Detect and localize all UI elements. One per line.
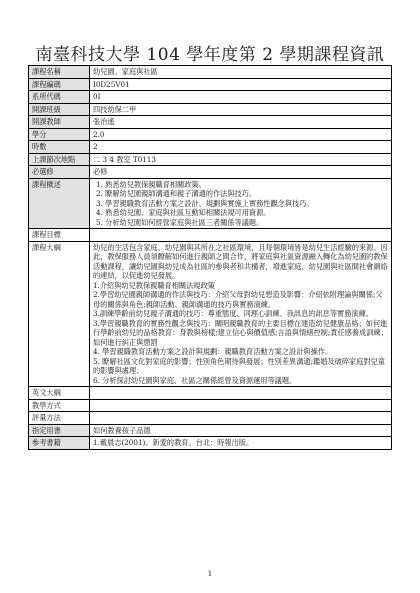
outline-paragraph: 6. 分析探討幼兒園與家庭、社區之關係經營及資源運用等議題。 [93,375,297,385]
overview-item: 3. 學習親職教育活動方案之設計、規劃與實施上實務性觀念與技巧。 [96,198,314,208]
row-schedule [29,153,392,166]
outline-paragraph: 幼兒的生活包含家庭、幼兒園與其所在之社區環境，且每個環境皆是幼兒生活經驗的來源。因此，教保服務人員須瞭解如何進行親師之間合作，將家庭與社區資源融入轉化為幼兒園的教保活動課程，讓幼兒園與幼兒成為社區的參與者和共構者，增進家庭、幼兒園與社區間社會網絡的連結，以促進幼兒發展。 [93,242,388,280]
evaluation-label: 評量方法 [29,412,90,425]
english-outline-value [90,387,392,400]
teacher-label: 開課教師 [29,116,90,129]
course-name-value: 幼兒園、家庭與社區 [90,66,392,79]
dept-code-label: 系所代碼 [29,91,90,104]
outline-paragraph: 3.訓練學齡前幼兒親子溝通的技巧：尊重態度、同理心訓練、我訊息的訊息等實務演練。 [93,309,373,318]
course-name-label: 課程名稱 [29,66,90,79]
outline-paragraph: 3.學習親職教育的實務性觀念與技巧：關明親職教育的主要目標在建造幼兒健康品格；如何進行學齡前幼兒的品格教育：身教與榜樣;建立信心與價值感;言語與情緒控制;責任感養成訓練；如何進行糾正與懲罰 [93,318,388,347]
dept-code-value: 0I [90,91,392,104]
row-course-name [29,66,392,79]
teaching-methods-label: 教學方式 [29,399,90,412]
outline-content [90,241,392,387]
page-number: 1 [207,570,213,578]
evaluation-value [90,412,392,425]
class-label: 開課班級 [29,103,90,116]
row-class [29,103,392,116]
teaching-methods-value [90,399,392,412]
teacher-value: 張治遙 [90,116,392,129]
row-english-outline [29,387,392,400]
outline-paragraph: 1.介紹與幼兒教保親職育相關法規政策 [93,280,215,290]
row-goals [29,229,392,242]
row-required [29,166,392,179]
overview-label: 課程概述 [29,178,90,229]
document-title: 南臺科技大學 104 學年度第 2 學期課程資訊 [35,45,385,65]
course-code-label: 課程編碼 [29,78,90,91]
row-overview [29,178,392,229]
outline-paragraph: 5. 瞭解社區文化對家庭的影響；性別角色期待與發展；性別差異溝通;鑑婚及破碎家庭對兒童的影響與處理； [93,356,385,375]
goals-value [90,229,392,242]
outline-paragraph: 4. 學習親職教育活動方案之設計與規劃：親職教育活動方案之設計與操作。 [93,347,333,356]
english-outline-label: 英文大綱 [29,387,90,400]
required-value: 必修 [90,166,392,179]
references-value: 1.戴晨志(2001)。新愛的教育。台北：時報出版。 [90,437,392,450]
row-outline [29,241,392,387]
credits-label: 學分 [29,128,90,141]
row-course-code [29,78,392,91]
overview-item: 5. 分析幼兒園如何經營家庭與社區三者關係等議題。 [96,217,264,227]
class-value: 四技幼保二甲 [90,103,392,116]
course-info-table [28,65,392,450]
overview-item: 1. 熟悉幼兒教保親職育相關政策。 [96,179,206,189]
course-code-value: I0D25V01 [90,78,392,91]
row-dept-code [29,91,392,104]
textbook-value: 如何教養孩子品德 [90,424,392,437]
row-references [29,437,392,450]
row-hours [29,141,392,154]
schedule-value: 二 3 4 教室 T0113 [90,153,392,166]
overview-item: 4. 熟悉幼兒園、家庭與社區互動知相關法規可用資源。 [96,208,271,217]
row-teaching-methods [29,399,392,412]
credits-value: 2.0 [90,128,392,141]
row-evaluation [29,412,392,425]
required-label: 必選修 [29,166,90,179]
textbook-label: 指定用書 [29,424,90,437]
row-teacher [29,116,392,129]
row-credits [29,128,392,141]
outline-paragraph: 2.學習幼兒園親師溝通的作法與技巧：介紹父母對幼兒想造及影響：介紹依附理論與關係;父母的關係與角色;親師活動、親師溝通的技巧與實務演練。 [93,290,383,309]
references-label: 參考書籍 [29,437,90,450]
overview-item: 2. 瞭解幼兒園親師溝通和親子溝通的作法與技巧。 [96,189,257,198]
row-textbook [29,424,392,437]
goals-label: 課程目標 [29,229,90,242]
hours-value: 2 [90,141,392,154]
overview-list [90,178,392,229]
schedule-label: 上課節次地點 [29,153,90,166]
outline-label: 課程大綱 [29,241,90,387]
hours-label: 時數 [29,141,90,154]
